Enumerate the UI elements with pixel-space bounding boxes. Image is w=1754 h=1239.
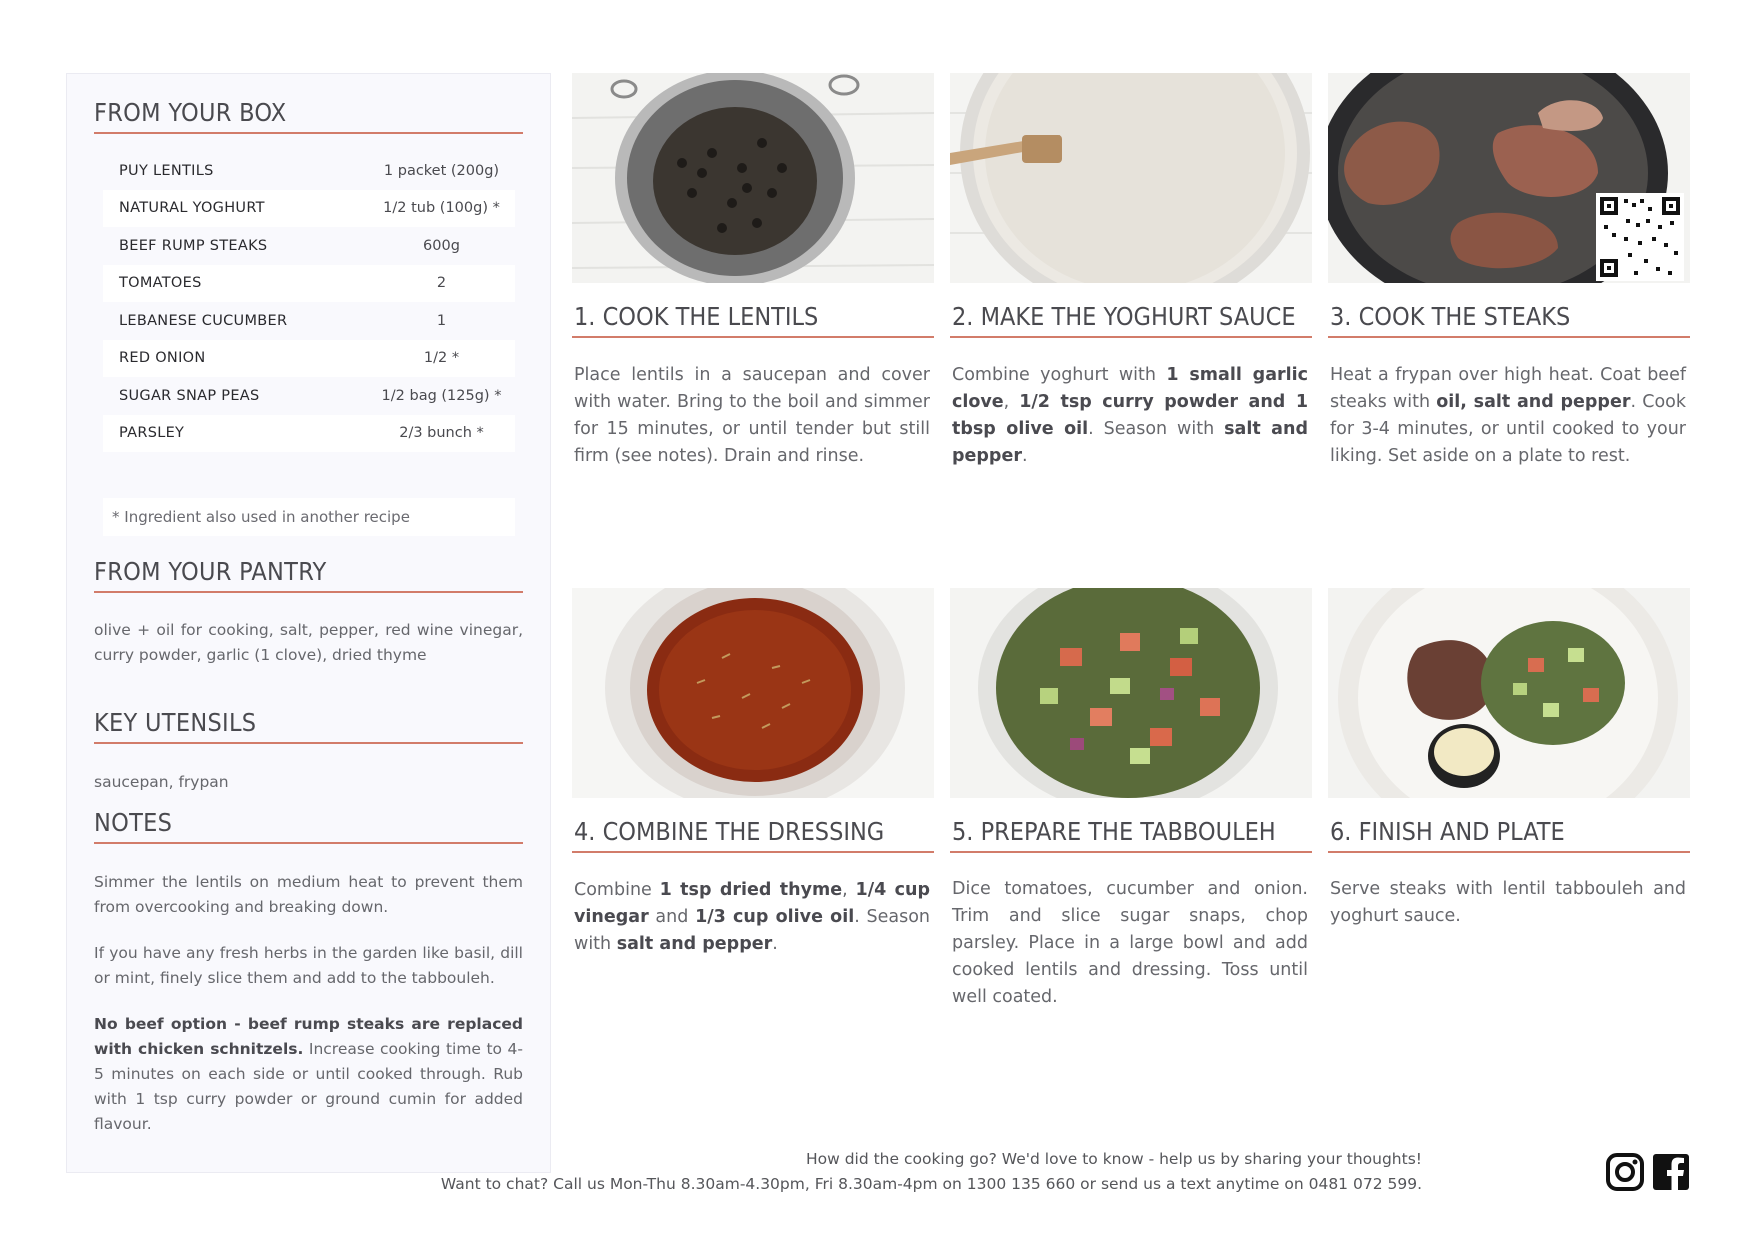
ingredient-qty: 1 packet (200g) (383, 162, 500, 179)
ingredient-qty: 1/2 * (423, 350, 460, 367)
step-text-segment: . Cook for 3-4 minutes, or until cooked to your liking. Set aside on a plate to rest. (1330, 392, 1686, 466)
ingredient-qty: 600g (423, 237, 460, 254)
ingredient-qty: 2/3 bunch * (399, 425, 484, 442)
ingredient-row (103, 227, 515, 265)
step-text-segment: , (1003, 392, 1020, 412)
step-text-bold: salt and pepper (616, 934, 773, 954)
feedback-text: How did the cooking go? We'd love to know - help us by sharing your thoughts! (805, 1150, 1422, 1168)
step-3-image (1328, 73, 1690, 283)
note-1: Simmer the lentils on medium heat to prevent them from overcooking and breaking down. (94, 873, 523, 916)
step-1-text (574, 362, 930, 470)
ingredient-qty: 2 (436, 275, 447, 292)
ingredient-name: NATURAL YOGHURT (119, 200, 265, 217)
step-text-bold: 1/3 cup olive oil (695, 907, 855, 927)
step-3-text (1330, 362, 1686, 470)
yoghurt-sauce-bowl-icon (950, 73, 1312, 283)
ingredient-row (103, 302, 515, 340)
note-3 (94, 1012, 523, 1137)
pantry-text: olive + oil for cooking, salt, pepper, red wine vinegar, curry powder, garlic (1 clove), dried thyme (94, 621, 523, 664)
plated-dish-icon (1328, 588, 1690, 798)
step-text-segment: Heat a frypan over high heat. Coat beef steaks with (1330, 365, 1686, 412)
ingredient-row (103, 265, 515, 303)
ingredient-name: TOMATOES (119, 275, 202, 292)
step-text-segment: and (648, 907, 696, 927)
ingredient-name: PARSLEY (119, 425, 185, 442)
step-3-title: 3. COOK THE STEAKS (1328, 302, 1690, 338)
step-text-bold: 1 small garlic clove (952, 365, 1309, 412)
ingredient-qty: 1 (436, 312, 447, 329)
from-your-pantry-heading: FROM YOUR PANTRY (94, 557, 523, 593)
ingredient-row (103, 152, 515, 190)
step-1-image (572, 73, 934, 283)
steaks-in-frypan-icon (1328, 73, 1690, 283)
lentils-in-sieve-icon (572, 73, 934, 283)
step-4-text (574, 877, 930, 958)
ingredient-qty: 1/2 tub (100g) * (383, 200, 500, 217)
step-text-segment: . (772, 934, 778, 954)
step-text-segment: Serve steaks with lentil tabbouleh and yoghurt sauce. (1330, 879, 1686, 926)
step-text-bold: 1/4 cup vinegar (574, 880, 930, 927)
step-4-title: 4. COMBINE THE DRESSING (572, 817, 934, 853)
ingredient-row (103, 415, 515, 453)
step-text-segment: . (1021, 446, 1028, 466)
step-text-segment: Combine yoghurt with (952, 365, 1167, 385)
notes-heading: NOTES (94, 808, 523, 844)
ingredient-name: RED ONION (119, 350, 206, 367)
ingredients-table (103, 152, 515, 452)
instagram-icon[interactable] (1606, 1153, 1644, 1191)
step-text-segment: . Season with (1088, 419, 1225, 439)
ingredient-row (103, 340, 515, 378)
note-2: If you have any fresh herbs in the garden like basil, dill or mint, finely slice them and add to the tabbouleh. (94, 944, 523, 987)
step-text-segment: Combine (574, 880, 660, 900)
ingredient-row (103, 190, 515, 228)
ingredient-name: LEBANESE CUCUMBER (119, 312, 288, 329)
step-5-title: 5. PREPARE THE TABBOULEH (950, 817, 1312, 853)
tabbouleh-bowl-icon (950, 588, 1312, 798)
step-5-text (952, 876, 1308, 1011)
step-text-segment: . Season with (574, 907, 931, 954)
ingredients-panel (66, 73, 551, 1173)
step-6-image (1328, 588, 1690, 798)
note-3-bold: No beef option - beef rump steaks are replaced with chicken schnitzels. (94, 1015, 523, 1058)
step-2-text (952, 362, 1308, 470)
step-5-image (950, 588, 1312, 798)
step-text-bold: 1/2 tsp curry powder and 1 tbsp olive oil (952, 392, 1308, 439)
step-text-bold: salt and pepper (952, 419, 1308, 466)
ingredient-name: BEEF RUMP STEAKS (119, 237, 268, 254)
step-1-title: 1. COOK THE LENTILS (572, 302, 934, 338)
dressing-bowl-icon (572, 588, 934, 798)
ingredient-name: PUY LENTILS (119, 162, 214, 179)
step-text-segment: Dice tomatoes, cucumber and onion. Trim and slice sugar snaps, chop parsley. Place in a large bowl and add cooked lentils and dressing. Toss until well coated. (952, 879, 1308, 1007)
contact-text: Want to chat? Call us Mon-Thu 8.30am-4.30pm, Fri 8.30am-4pm on 1300 135 660 or send us a text anytime on 0481 072 599. (440, 1175, 1422, 1193)
qr-code-icon (1596, 193, 1684, 281)
step-2-title: 2. MAKE THE YOGHURT SAUCE (950, 302, 1312, 338)
step-text-bold: oil, salt and pepper (1436, 392, 1631, 412)
ingredient-footnote: * Ingredient also used in another recipe (103, 498, 515, 536)
step-text-bold: 1 tsp dried thyme (659, 880, 843, 900)
step-4-image (572, 588, 934, 798)
ingredient-name: SUGAR SNAP PEAS (119, 387, 260, 404)
ingredient-qty: 1/2 bag (125g) * (381, 387, 502, 404)
note-3-rest: Increase cooking time to 4-5 minutes on each side or until cooked through. Rub with 1 tsp curry powder or ground cumin for added flavour. (94, 1040, 523, 1133)
step-6-title: 6. FINISH AND PLATE (1328, 817, 1690, 853)
facebook-icon[interactable] (1652, 1153, 1690, 1191)
key-utensils-heading: KEY UTENSILS (94, 708, 523, 744)
step-2-image (950, 73, 1312, 283)
step-text-segment: , (842, 880, 856, 900)
step-text-segment: Place lentils in a saucepan and cover with water. Bring to the boil and simmer for 15 minutes, or until tender but still firm (see notes). Drain and rinse. (574, 365, 930, 466)
utensils-text: saucepan, frypan (94, 773, 229, 791)
step-6-text (1330, 876, 1686, 930)
from-your-box-heading: FROM YOUR BOX (94, 98, 523, 134)
ingredient-row (103, 377, 515, 415)
